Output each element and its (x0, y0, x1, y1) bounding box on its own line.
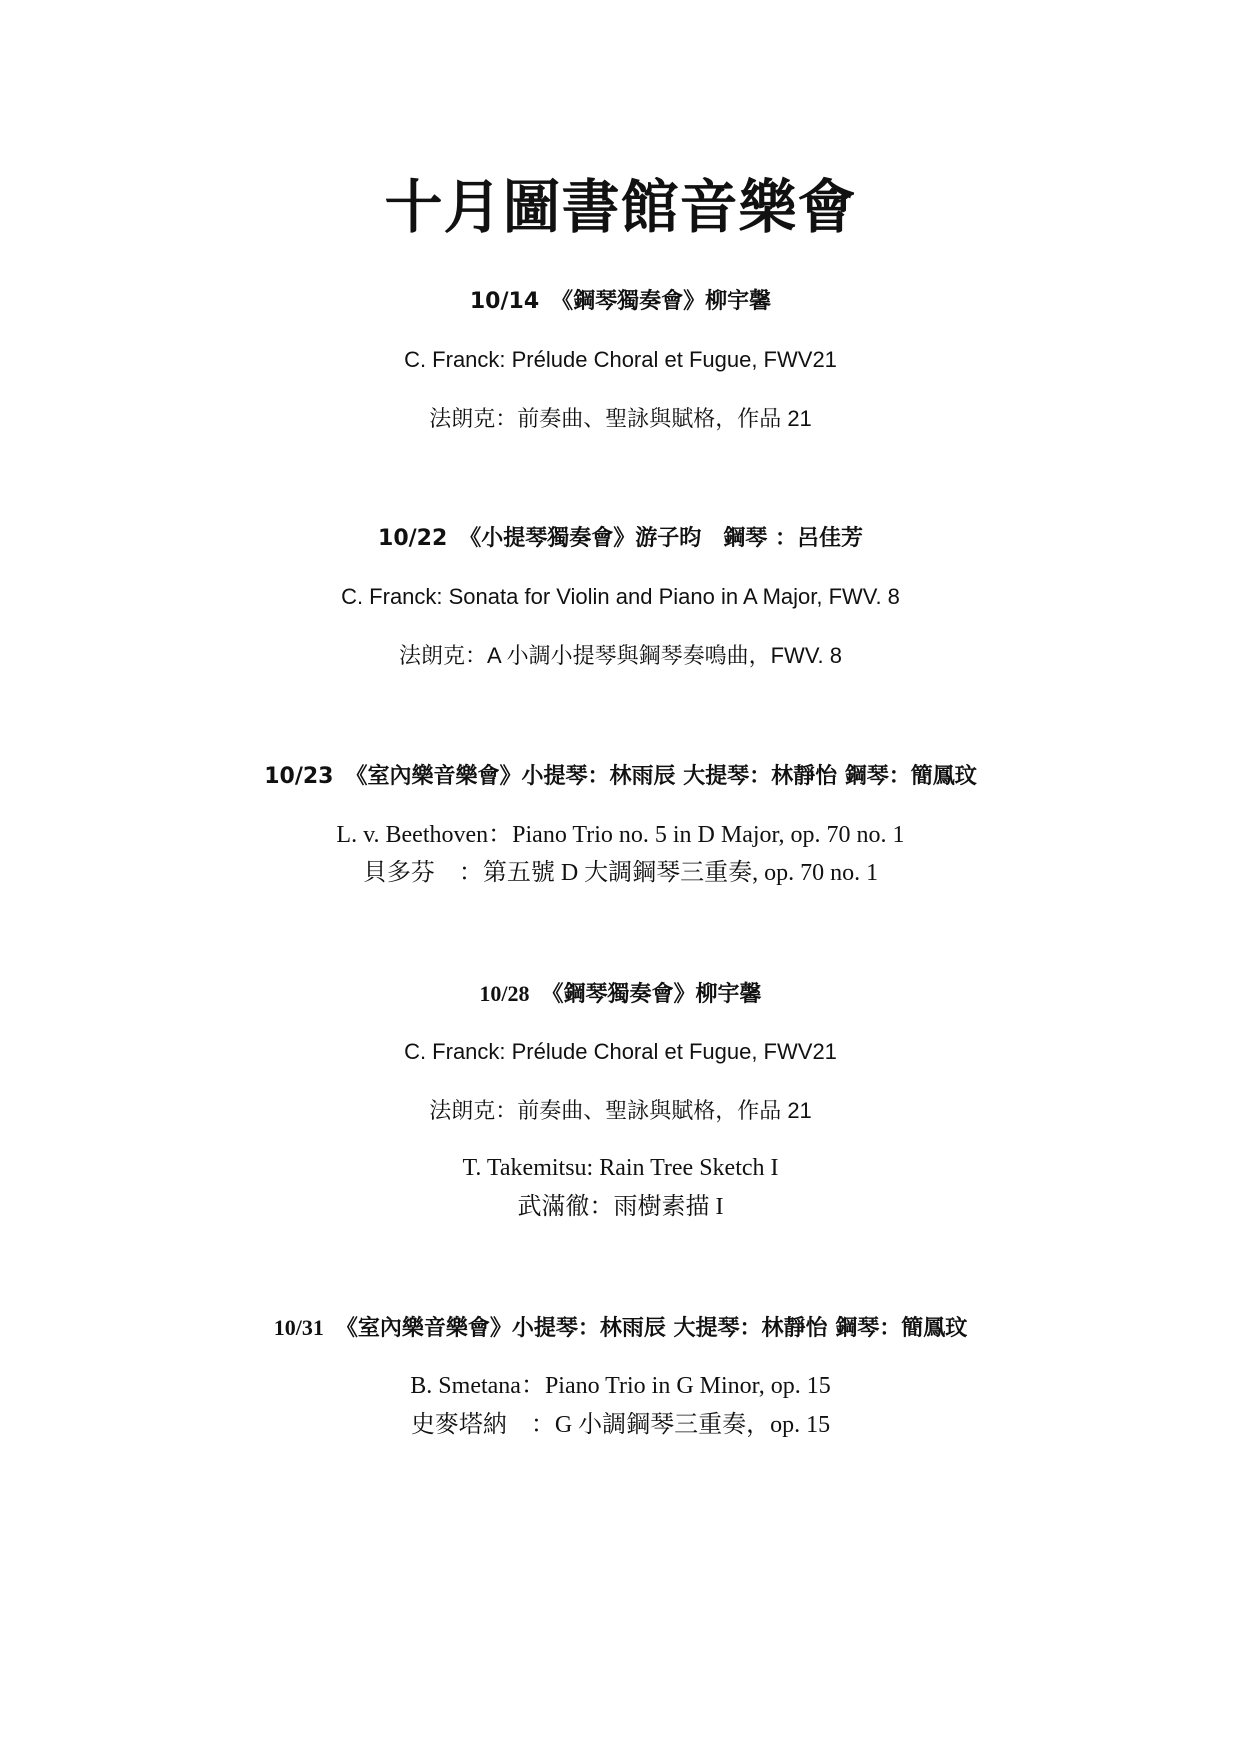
program-line: C. Franck: Prélude Choral et Fugue, FWV21 (404, 347, 837, 372)
concert-date: 10/23 (264, 764, 334, 789)
concert-heading-1031 (0, 1313, 1241, 1344)
program-line: T. Takemitsu: Rain Tree Sketch I (462, 1155, 779, 1181)
concert-date: 10/28 (479, 981, 530, 1006)
program-line: 法朗克：前奏曲、聖詠與賦格，作品 21 (429, 1098, 812, 1123)
concert-date: 10/14 (469, 289, 540, 314)
concert-heading-1022 (0, 524, 1241, 554)
program-line: B. Smetana：Piano Trio in G Minor, op. 15 (410, 1373, 831, 1399)
concert-title: 《室內樂音樂會》小提琴：林雨辰 大提琴：林靜怡 鋼琴：簡鳳玟 (345, 764, 977, 789)
program-line: 法朗克：A 小調小提琴與鋼琴奏鳴曲，FWV. 8 (399, 643, 842, 668)
program-line: 史麥塔納 ：G 小調鋼琴三重奏，op. 15 (410, 1412, 831, 1438)
program-line: 貝多芬 ：第五號 D 大調鋼琴三重奏, op. 70 no. 1 (362, 860, 879, 886)
concert-title: 《室內樂音樂會》小提琴：林雨辰 大提琴：林靜怡 鋼琴：簡鳳玟 (335, 1316, 968, 1341)
concert-date: 10/31 (273, 1315, 324, 1340)
program-line: C. Franck: Prélude Choral et Fugue, FWV21 (404, 1039, 837, 1064)
program-line: L. v. Beethoven：Piano Trio no. 5 in D Major, op. 70 no. 1 (336, 822, 905, 848)
concert-title: 《鋼琴獨奏會》柳宇馨 (551, 289, 772, 314)
concert-heading-1028 (0, 979, 1241, 1010)
program-line: C. Franck: Sonata for Violin and Piano in A Major, FWV. 8 (341, 584, 900, 609)
concert-heading-1014 (0, 287, 1241, 317)
page-title: 十月圖書館音樂會 (384, 173, 857, 241)
concert-date: 10/22 (378, 526, 448, 551)
concert-heading-1023 (0, 762, 1241, 792)
program-line: 法朗克：前奏曲、聖詠與賦格，作品 21 (429, 406, 812, 431)
concert-title: 《小提琴獨奏會》游子昀 鋼琴 ：呂佳芳 (459, 526, 863, 551)
concert-title: 《鋼琴獨奏會》柳宇馨 (541, 982, 762, 1007)
program-line: 武滿徹：雨樹素描 I (517, 1194, 724, 1220)
